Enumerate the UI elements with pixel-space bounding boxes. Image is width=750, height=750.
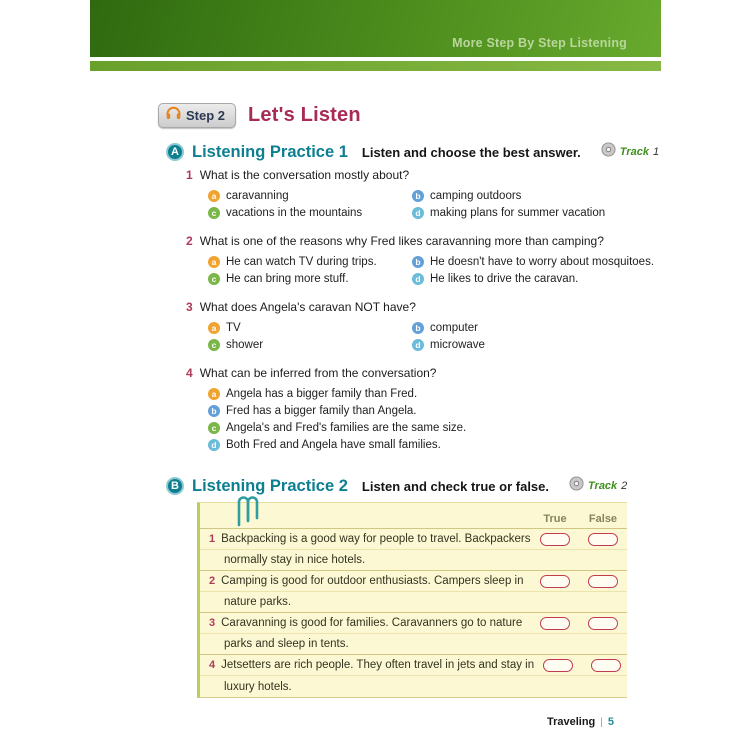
option-letter-icon[interactable]: b <box>412 256 424 268</box>
question-3 <box>186 300 660 353</box>
option-text: He doesn't have to worry about mosquitoes. <box>430 255 655 268</box>
option-text: TV <box>226 321 241 334</box>
option-letter-icon[interactable]: a <box>208 256 220 268</box>
question-number: 1 <box>186 168 193 182</box>
statement-text: luxury hotels. <box>224 680 292 693</box>
practice1-questions <box>186 168 660 466</box>
footer-separator: | <box>600 716 603 728</box>
row-number: 4 <box>209 659 216 671</box>
practice2-instruction: Listen and check true or false. <box>361 478 550 494</box>
option-text: He likes to drive the caravan. <box>430 272 579 285</box>
headphones-icon <box>166 106 181 125</box>
false-checkbox[interactable] <box>591 659 621 672</box>
footer-page-number: 5 <box>607 716 614 728</box>
option-text: Fred has a bigger family than Angela. <box>226 404 417 417</box>
option-letter-icon[interactable]: b <box>412 190 424 202</box>
option-text: Angela has a bigger family than Fred. <box>226 387 418 400</box>
question-1 <box>186 168 660 221</box>
question-2 <box>186 234 660 287</box>
question-text: What is the conversation mostly about? <box>199 168 410 182</box>
option-choice[interactable] <box>412 336 660 353</box>
option-text: vacations in the mountains <box>226 206 363 219</box>
practice1-heading <box>166 142 659 162</box>
question-number: 4 <box>186 366 193 380</box>
option-choice[interactable] <box>412 204 660 221</box>
step-badge-label: Step 2 <box>186 108 226 123</box>
option-choice[interactable] <box>412 319 660 336</box>
option-choice[interactable] <box>208 436 660 453</box>
statement-row-4 <box>200 655 627 697</box>
question-number: 2 <box>186 234 193 248</box>
option-text: Angela's and Fred's families are the same size. <box>226 421 467 434</box>
option-choice[interactable] <box>208 402 660 419</box>
question-number: 3 <box>186 300 193 314</box>
page-footer <box>547 716 614 728</box>
header-band <box>90 0 661 57</box>
statement-text: normally stay in nice hotels. <box>224 554 366 566</box>
question-text: What does Angela's caravan NOT have? <box>199 300 416 314</box>
cd-icon <box>569 476 584 496</box>
track-2 <box>569 476 627 496</box>
option-choice[interactable] <box>208 253 412 270</box>
option-text: caravanning <box>226 189 289 202</box>
statement-text: parks and sleep in tents. <box>224 638 349 650</box>
option-text: He can watch TV during trips. <box>226 255 377 268</box>
option-letter-icon[interactable]: d <box>412 339 424 351</box>
option-letter-icon[interactable]: a <box>208 322 220 334</box>
notepad-header <box>200 503 627 529</box>
paperclip-icon <box>230 493 262 534</box>
option-letter-icon[interactable]: c <box>208 422 220 434</box>
statement-row-1 <box>200 529 627 571</box>
option-choice[interactable] <box>412 187 660 204</box>
true-checkbox[interactable] <box>540 617 570 630</box>
option-choice[interactable] <box>208 204 412 221</box>
statement-row-3 <box>200 613 627 655</box>
true-checkbox[interactable] <box>543 659 573 672</box>
practice2-title: Listening Practice 2 <box>192 476 348 495</box>
cd-icon <box>601 142 616 162</box>
option-text: camping outdoors <box>430 189 522 202</box>
column-header-true: True <box>543 513 567 525</box>
option-choice[interactable] <box>208 270 412 287</box>
track-number: 2 <box>621 480 628 492</box>
option-choice[interactable] <box>208 319 412 336</box>
statement-text: nature parks. <box>224 596 292 608</box>
step-row <box>158 103 361 128</box>
false-checkbox[interactable] <box>588 533 618 546</box>
option-letter-icon[interactable]: c <box>208 273 220 285</box>
statement-text: Backpacking is a good way for people to travel. Backpackers <box>221 533 531 545</box>
false-checkbox[interactable] <box>588 617 618 630</box>
option-letter-icon[interactable]: a <box>208 388 220 400</box>
step-badge <box>158 103 236 128</box>
row-number: 1 <box>209 533 216 545</box>
option-text: making plans for summer vacation <box>430 206 606 219</box>
option-letter-icon[interactable]: d <box>412 207 424 219</box>
statement-text: Camping is good for outdoor enthusiasts. Campers sleep in <box>221 575 524 587</box>
option-text: microwave <box>430 338 485 351</box>
practice1-title: Listening Practice 1 <box>192 142 348 161</box>
option-text: shower <box>226 338 264 351</box>
track-label: Track <box>588 480 618 492</box>
true-checkbox[interactable] <box>540 575 570 588</box>
row-number: 3 <box>209 617 216 629</box>
option-letter-icon[interactable]: d <box>208 439 220 451</box>
option-letter-icon[interactable]: d <box>412 273 424 285</box>
practice1-instruction: Listen and choose the best answer. <box>361 144 581 160</box>
option-letter-icon[interactable]: c <box>208 339 220 351</box>
true-false-notepad <box>197 502 627 698</box>
question-text: What is one of the reasons why Fred likes caravanning more than camping? <box>199 234 604 248</box>
option-text: computer <box>430 321 478 334</box>
track-number: 1 <box>652 146 660 158</box>
option-text: He can bring more stuff. <box>226 272 349 285</box>
option-choice[interactable] <box>208 385 660 402</box>
header-stripe <box>90 61 661 71</box>
option-letter-icon[interactable]: b <box>412 322 424 334</box>
option-choice[interactable] <box>208 187 412 204</box>
option-letter-icon[interactable]: c <box>208 207 220 219</box>
question-text: What can be inferred from the conversation? <box>199 366 437 380</box>
option-letter-icon[interactable]: b <box>208 405 220 417</box>
column-header-false: False <box>588 513 618 525</box>
footer-section: Traveling <box>546 716 596 728</box>
option-choice[interactable] <box>412 253 660 270</box>
practice1-badge: A <box>166 143 184 161</box>
header-title: More Step By Step Listening <box>452 36 627 50</box>
row-number: 2 <box>209 575 216 587</box>
option-choice[interactable] <box>208 336 412 353</box>
statement-text: Caravanning is good for families. Caravanners go to nature <box>221 617 523 629</box>
option-choice[interactable] <box>208 419 660 436</box>
step-title: Let's Listen <box>248 104 361 126</box>
practice2-badge: B <box>166 477 184 495</box>
true-checkbox[interactable] <box>540 533 570 546</box>
statement-row-2 <box>200 571 627 613</box>
statement-text: Jetsetters are rich people. They often travel in jets and stay in <box>221 659 535 671</box>
option-letter-icon[interactable]: a <box>208 190 220 202</box>
track-1 <box>601 142 659 162</box>
question-4 <box>186 366 660 453</box>
option-choice[interactable] <box>412 270 660 287</box>
false-checkbox[interactable] <box>588 575 618 588</box>
track-label: Track <box>619 146 649 158</box>
option-text: Both Fred and Angela have small families. <box>226 438 441 451</box>
